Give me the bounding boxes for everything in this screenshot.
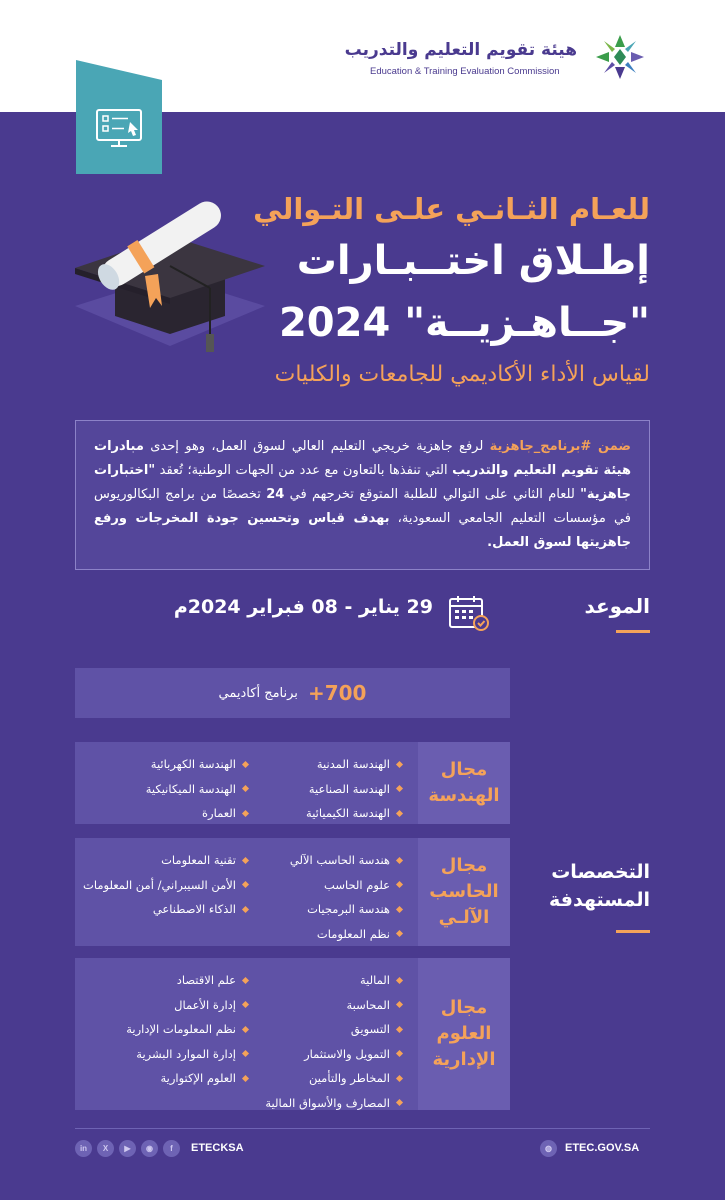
list-item (232, 1042, 402, 1067)
date-label: الموعد (584, 594, 650, 618)
list-item (232, 1091, 402, 1116)
list-item (232, 752, 402, 777)
programs-count: +700 (307, 681, 367, 705)
specialties-label-underline (616, 930, 650, 933)
description-box (75, 420, 650, 570)
field-administrative (75, 958, 510, 1110)
programs-count-box (75, 668, 510, 718)
list-item (78, 777, 248, 802)
bullet-icon (242, 1001, 249, 1008)
list-item (78, 1042, 248, 1067)
list-item-label: هندسة البرمجيات (307, 902, 390, 917)
bullet-icon (242, 810, 249, 817)
list-item (232, 801, 402, 826)
list-item-label: إدارة الموارد البشرية (136, 1046, 236, 1061)
specialties-label: التخصصات المستهدفة (549, 861, 650, 911)
checklist-monitor-icon (76, 60, 162, 174)
org-name-en: Education & Training Evaluation Commission (370, 66, 560, 77)
social-handle[interactable]: ETECKSA (191, 1142, 244, 1154)
hero-title: إطـلاق اختــبـارات (296, 238, 650, 284)
list-item-label: المحاسبة (346, 997, 390, 1012)
list-item (78, 801, 248, 826)
programs-label: برنامج أكاديمي (218, 685, 298, 701)
list-item-label: التمويل والاستثمار (304, 1046, 390, 1061)
list-item (232, 1017, 402, 1042)
list-item-label: العمارة (202, 806, 236, 821)
bullet-icon (242, 1026, 249, 1033)
field-column (78, 752, 248, 826)
bullet-icon (396, 881, 403, 888)
bullet-icon (242, 785, 249, 792)
list-item-label: نظم المعلومات (316, 926, 390, 941)
bullet-icon (396, 810, 403, 817)
date-value: 29 يناير - 08 فبراير 2024م (173, 596, 433, 618)
field-title: مجال الهندسة (418, 742, 510, 824)
hero-subtitle: لقياس الأداء الأكاديمي للجامعات والكليات (274, 362, 650, 387)
list-item (78, 752, 248, 777)
list-item-label: المخاطر والتأمين (308, 1071, 390, 1086)
bullet-icon (242, 1075, 249, 1082)
linkedin-icon[interactable]: in (75, 1140, 92, 1157)
description-hashtag[interactable]: ضمن #برنامج_جاهزية (489, 439, 631, 454)
bullet-icon (242, 1050, 249, 1057)
description-bold: بهدف قياس وتحسين جودة المخرجات ورفع جاهزيتها لسوق العمل. (94, 511, 631, 550)
field-column (78, 968, 248, 1091)
field-title: مجال الحاسب الآلـي (418, 838, 510, 946)
bullet-icon (242, 977, 249, 984)
list-item-label: إدارة الأعمال (174, 997, 236, 1012)
list-item (78, 848, 248, 873)
youtube-icon[interactable]: ▶ (119, 1140, 136, 1157)
list-item (232, 1066, 402, 1091)
facebook-icon[interactable]: f (163, 1140, 180, 1157)
list-item-label: التسويق (350, 1022, 390, 1037)
list-item-label: تقنية المعلومات (161, 853, 236, 868)
field-column (232, 968, 402, 1115)
list-item (232, 777, 402, 802)
bullet-icon (396, 857, 403, 864)
list-item-label: العلوم الإكتوارية (160, 1071, 236, 1086)
list-item-label: هندسة الحاسب الآلي (289, 853, 390, 868)
bullet-icon (396, 761, 403, 768)
bullet-icon (396, 930, 403, 937)
x-icon[interactable]: X (97, 1140, 114, 1157)
date-label-underline (616, 630, 650, 633)
field-engineering (75, 742, 510, 824)
list-item-label: المالية (360, 973, 390, 988)
bullet-icon (396, 1050, 403, 1057)
social-links (75, 1138, 244, 1158)
list-item-label: الهندسة الكيميائية (306, 806, 390, 821)
bullet-icon (396, 1075, 403, 1082)
bullet-icon (396, 1001, 403, 1008)
field-column (232, 848, 402, 946)
hero-title-2024: "جــاهـزيــة" 2024 (278, 300, 650, 346)
bullet-icon (242, 761, 249, 768)
list-item (232, 873, 402, 898)
list-item (78, 897, 248, 922)
list-item-label: الذكاء الاصطناعي (152, 902, 236, 917)
bullet-icon (396, 785, 403, 792)
description-bold: 24 (266, 487, 285, 502)
website-text: ETEC.GOV.SA (565, 1142, 640, 1154)
bullet-icon (396, 906, 403, 913)
description-bold: "اختبارات جاهزية" (94, 463, 631, 502)
etec-logo-icon (590, 32, 650, 82)
list-item (232, 922, 402, 947)
list-item-label: نظم المعلومات الإدارية (126, 1022, 236, 1037)
description-bold: مبادرات هيئة تقويم التعليم والتدريب (94, 439, 632, 478)
list-item (232, 897, 402, 922)
graduation-cap-diploma-icon (70, 196, 270, 366)
list-item-label: علم الاقتصاد (176, 973, 236, 988)
list-item-label: المصارف والأسواق المالية (265, 1095, 390, 1110)
globe-icon: ◍ (540, 1140, 557, 1157)
list-item-label: الهندسة المدنية (316, 757, 390, 772)
snapchat-icon[interactable]: ◉ (141, 1140, 158, 1157)
hero-line-1: للعـام الثـانـي علـى التـوالي (253, 192, 650, 226)
list-item (78, 993, 248, 1018)
bullet-icon (396, 977, 403, 984)
field-title: مجال العلوم الإدارية (418, 958, 510, 1110)
list-item-label: الهندسة الميكانيكية (145, 781, 236, 796)
list-item (78, 968, 248, 993)
bullet-icon (396, 1026, 403, 1033)
list-item (78, 1066, 248, 1091)
list-item-label: علوم الحاسب (324, 877, 390, 892)
list-item-label: الهندسة الكهربائية (150, 757, 236, 772)
list-item-label: الأمن السيبراني/ أمن المعلومات (83, 877, 236, 892)
list-item (232, 968, 402, 993)
list-item (232, 993, 402, 1018)
list-item (78, 873, 248, 898)
footer-divider (75, 1128, 650, 1129)
field-column (232, 752, 402, 826)
field-column (78, 848, 248, 922)
bullet-icon (242, 857, 249, 864)
description-text: لرفع جاهزية خريجي التعليم العالي لسوق العمل، وهو إحدى (143, 439, 490, 454)
description-text: للعام الثاني على التوالي للطلبة المتوقع تخرجهم في (284, 487, 581, 502)
org-name-ar: هيئة تقويم التعليم والتدريب (344, 40, 577, 60)
list-item (78, 1017, 248, 1042)
calendar-check-icon (448, 594, 490, 632)
website-link[interactable] (540, 1138, 660, 1158)
field-computing (75, 838, 510, 946)
bullet-icon (396, 1099, 403, 1106)
description-text: تخصصًا من برامج البكالوريوس في مؤسسات التعليم الجامعي السعودية، (94, 487, 631, 526)
list-item-label: الهندسة الصناعية (308, 781, 390, 796)
description-text: التي تنفذها بالتعاون مع عدد من الجهات الوطنية؛ تُعقد (155, 463, 453, 478)
bullet-icon (242, 906, 249, 913)
bullet-icon (242, 881, 249, 888)
list-item (232, 848, 402, 873)
